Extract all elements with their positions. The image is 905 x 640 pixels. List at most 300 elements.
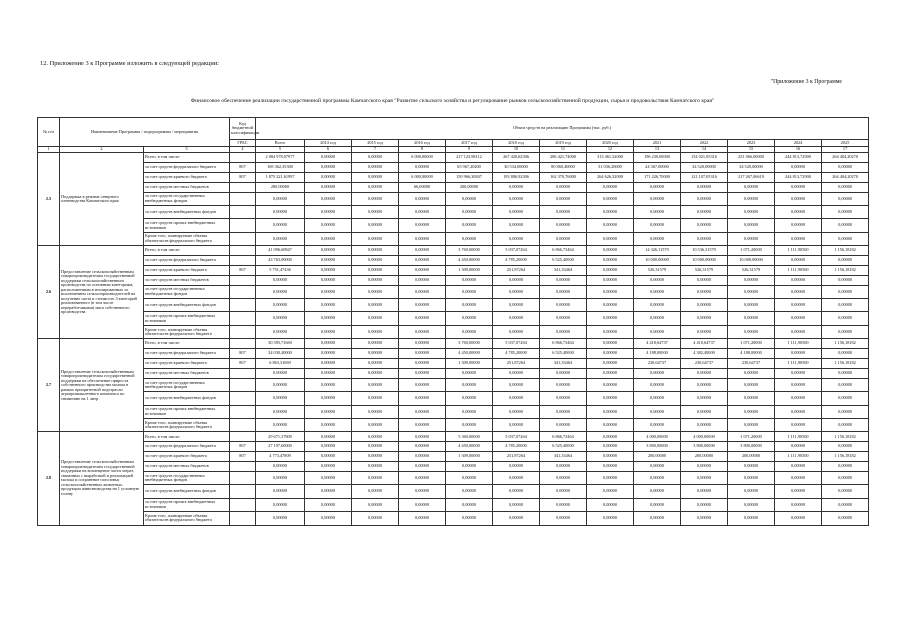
- grbs-code: [230, 285, 256, 298]
- total-amount-cell: 0,00000: [256, 299, 305, 312]
- funding-source-label: за счет средств местных бюджетов: [144, 368, 230, 378]
- total-amount-cell: 0,00000: [256, 512, 305, 525]
- header-column-number: 11: [540, 147, 587, 153]
- year-amount-cell: 0,00000: [446, 312, 493, 325]
- year-amount-cell: 4 785,20000: [493, 349, 540, 359]
- year-amount-cell: 5 037,07264: [493, 339, 540, 349]
- year-amount-cell: 171 226,70000: [634, 172, 681, 182]
- grbs-code: 807: [230, 442, 256, 452]
- year-amount-cell: 0,00000: [399, 359, 446, 369]
- funding-source-label: за счет средств государственных внебюджетных фондов: [144, 378, 230, 391]
- section-number: 2.5: [38, 153, 60, 246]
- grbs-code: [230, 192, 256, 205]
- total-amount-cell: 0,00000: [256, 462, 305, 472]
- year-amount-cell: 0,00000: [493, 405, 540, 418]
- year-amount-cell: 0,00000: [822, 299, 869, 312]
- year-amount-cell: 0,00000: [681, 418, 728, 431]
- year-amount-cell: 0,00000: [775, 349, 822, 359]
- year-amount-cell: 30 534,00000: [493, 162, 540, 172]
- year-amount-cell: 0,00000: [681, 285, 728, 298]
- year-amount-cell: 0,00000: [540, 378, 587, 391]
- year-amount-cell: 0,00000: [305, 285, 352, 298]
- funding-source-label: Кроме того, планируемые объемы обязательств федерального бюджета: [144, 232, 230, 245]
- year-amount-cell: 0,00000: [775, 442, 822, 452]
- year-amount-cell: 0,00000: [446, 512, 493, 525]
- year-amount-cell: 286 421,74000: [540, 153, 587, 163]
- year-amount-cell: 0,00000: [540, 462, 587, 472]
- year-amount-cell: 0,00000: [305, 512, 352, 525]
- total-amount-cell: 24 030,40000: [256, 349, 305, 359]
- grbs-code: [230, 378, 256, 391]
- year-amount-cell: 251,87264: [493, 265, 540, 275]
- year-amount-cell: 0,00000: [728, 205, 775, 218]
- table-row: [38, 275, 869, 285]
- total-amount-cell: 0,00000: [256, 192, 305, 205]
- year-amount-cell: 1 156,18182: [822, 246, 869, 256]
- year-amount-cell: 4 450,00000: [446, 349, 493, 359]
- header-year: 2025: [822, 140, 869, 147]
- year-amount-cell: 0,00000: [587, 312, 634, 325]
- year-amount-cell: 0,00000: [728, 182, 775, 192]
- year-amount-cell: 0,00000: [587, 339, 634, 349]
- year-amount-cell: 0,00000: [305, 275, 352, 285]
- year-amount-cell: 0,00000: [634, 378, 681, 391]
- header-column-number: 5: [256, 147, 305, 153]
- year-amount-cell: 6 000,00000: [399, 153, 446, 163]
- table-header: [38, 118, 869, 153]
- year-amount-cell: 0,00000: [775, 392, 822, 405]
- header-total: Всего: [256, 140, 305, 147]
- grbs-code: [230, 325, 256, 338]
- grbs-code: [230, 368, 256, 378]
- grbs-code: [230, 392, 256, 405]
- year-amount-cell: 1 111,90500: [775, 339, 822, 349]
- year-amount-cell: 4 450,00000: [446, 442, 493, 452]
- table-row: [38, 299, 869, 312]
- table-row: [38, 205, 869, 218]
- year-amount-cell: 0,00000: [587, 405, 634, 418]
- year-amount-cell: 0,00000: [352, 498, 399, 511]
- grbs-code: [230, 299, 256, 312]
- header-column-number: 1: [38, 147, 60, 153]
- year-amount-cell: 1 071,20000: [728, 339, 775, 349]
- year-amount-cell: 0,00000: [822, 182, 869, 192]
- year-amount-cell: 0,00000: [305, 392, 352, 405]
- year-amount-cell: 0,00000: [399, 205, 446, 218]
- grbs-code: [230, 462, 256, 472]
- year-amount-cell: 5 037,07264: [493, 246, 540, 256]
- year-amount-cell: 0,00000: [634, 498, 681, 511]
- year-amount-cell: 0,00000: [587, 418, 634, 431]
- year-amount-cell: 0,00000: [493, 192, 540, 205]
- year-amount-cell: 0,00000: [305, 265, 352, 275]
- year-amount-cell: 0,00000: [446, 462, 493, 472]
- year-amount-cell: 0,00000: [352, 285, 399, 298]
- year-amount-cell: 0,00000: [305, 442, 352, 452]
- year-amount-cell: 0,00000: [305, 471, 352, 484]
- header-column-number: 13: [634, 147, 681, 153]
- year-amount-cell: 0,00000: [822, 378, 869, 391]
- year-amount-cell: 0,00000: [634, 368, 681, 378]
- year-amount-cell: 0,00000: [587, 325, 634, 338]
- funding-source-label: за счет средств краевого бюджета: [144, 265, 230, 275]
- year-amount-cell: 0,00000: [540, 275, 587, 285]
- year-amount-cell: 0,00000: [493, 512, 540, 525]
- header-num: № п/п: [38, 118, 60, 147]
- funding-source-label: за счет средств государственных внебюджетных фондов: [144, 285, 230, 298]
- financing-table: [37, 117, 869, 526]
- table-row: [38, 232, 869, 245]
- year-amount-cell: 0,00000: [634, 275, 681, 285]
- year-amount-cell: 4 000,00000: [681, 432, 728, 442]
- year-amount-cell: 0,00000: [305, 192, 352, 205]
- year-amount-cell: 0,00000: [399, 405, 446, 418]
- year-amount-cell: 1 071,20000: [728, 432, 775, 442]
- year-amount-cell: 1 156,18182: [822, 432, 869, 442]
- year-amount-cell: 0,00000: [493, 368, 540, 378]
- year-amount-cell: 0,00000: [352, 325, 399, 338]
- year-amount-cell: 162 370,76000: [540, 172, 587, 182]
- total-amount-cell: 0,00000: [256, 325, 305, 338]
- year-amount-cell: 0,00000: [305, 325, 352, 338]
- year-amount-cell: 0,00000: [540, 182, 587, 192]
- year-amount-cell: 0,00000: [399, 256, 446, 266]
- year-amount-cell: 0,00000: [446, 418, 493, 431]
- table-row: [38, 498, 869, 511]
- total-amount-cell: 41 096,60847: [256, 246, 305, 256]
- year-amount-cell: 0,00000: [634, 392, 681, 405]
- year-amount-cell: 24 367,00000: [634, 162, 681, 172]
- year-amount-cell: 0,00000: [728, 512, 775, 525]
- funding-source-label: за счет средств внебюджетных фондов: [144, 485, 230, 498]
- grbs-code: [230, 182, 256, 192]
- funding-source-label: за счет средств внебюджетных фондов: [144, 205, 230, 218]
- funding-source-label: Кроме того, планируемые объемы обязательств федерального бюджета: [144, 512, 230, 525]
- year-amount-cell: 244 813,72900: [775, 172, 822, 182]
- year-amount-cell: 0,00000: [493, 471, 540, 484]
- year-amount-cell: 0,00000: [399, 452, 446, 462]
- table-row: [38, 392, 869, 405]
- year-amount-cell: 251,87264: [493, 452, 540, 462]
- year-amount-cell: 4 785,20000: [493, 442, 540, 452]
- total-amount-cell: 0,00000: [256, 471, 305, 484]
- year-amount-cell: 0,00000: [352, 349, 399, 359]
- year-amount-cell: 0,00000: [728, 232, 775, 245]
- header-year: 2024: [775, 140, 822, 147]
- year-amount-cell: 4 000,00000: [634, 432, 681, 442]
- year-amount-cell: 0,00000: [352, 485, 399, 498]
- year-amount-cell: 0,00000: [634, 219, 681, 232]
- year-amount-cell: 0,00000: [399, 299, 446, 312]
- table-row: [38, 368, 869, 378]
- header-column-number: 6: [305, 147, 352, 153]
- funding-source-label: за счет средств государственных внебюджетных фондов: [144, 471, 230, 484]
- funding-source-label: за счет средств местных бюджетов: [144, 275, 230, 285]
- year-amount-cell: 0,00000: [587, 285, 634, 298]
- header-year: 2021: [634, 140, 681, 147]
- year-amount-cell: 121 107,05316: [681, 172, 728, 182]
- total-amount-cell: 2 084 978,07977: [256, 153, 305, 163]
- year-amount-cell: 0,00000: [775, 512, 822, 525]
- year-amount-cell: 0,00000: [822, 312, 869, 325]
- year-amount-cell: 4 450,00000: [446, 256, 493, 266]
- funding-source-label: за счет средств федерального бюджета: [144, 162, 230, 172]
- amendment-heading: 12. Приложение 3 к Программе изложить в следующей редакции:: [40, 60, 220, 67]
- year-amount-cell: 0,00000: [352, 312, 399, 325]
- year-amount-cell: 0,00000: [587, 512, 634, 525]
- year-amount-cell: 10 000,00000: [634, 256, 681, 266]
- year-amount-cell: 0,00000: [634, 471, 681, 484]
- year-amount-cell: 0,00000: [587, 219, 634, 232]
- year-amount-cell: 0,00000: [681, 275, 728, 285]
- header-column-number: 7: [352, 147, 399, 153]
- table-row: [38, 246, 869, 256]
- table-row: [38, 182, 869, 192]
- table-row: [38, 162, 869, 172]
- year-amount-cell: 0,00000: [775, 256, 822, 266]
- funding-source-label: Всего, в том числе:: [144, 246, 230, 256]
- year-amount-cell: 0,00000: [540, 192, 587, 205]
- total-amount-cell: 43 763,00000: [256, 256, 305, 266]
- year-amount-cell: 0,00000: [305, 432, 352, 442]
- header-year: 2016 год: [399, 140, 446, 147]
- header-column-number: 12: [587, 147, 634, 153]
- grbs-code: 807: [230, 172, 256, 182]
- year-amount-cell: 0,00000: [681, 392, 728, 405]
- year-amount-cell: 1 111,90500: [775, 246, 822, 256]
- year-amount-cell: 0,00000: [728, 498, 775, 511]
- year-amount-cell: 0,00000: [352, 452, 399, 462]
- year-amount-cell: 0,00000: [775, 299, 822, 312]
- year-amount-cell: 0,00000: [493, 299, 540, 312]
- total-amount-cell: 280,00000: [256, 182, 305, 192]
- year-amount-cell: 0,00000: [775, 219, 822, 232]
- year-amount-cell: 0,00000: [775, 418, 822, 431]
- year-amount-cell: 0,00000: [399, 162, 446, 172]
- year-amount-cell: 267 420,62306: [493, 153, 540, 163]
- year-amount-cell: 0,00000: [493, 232, 540, 245]
- year-amount-cell: 0,00000: [399, 246, 446, 256]
- year-amount-cell: 0,00000: [493, 392, 540, 405]
- year-amount-cell: 80 860,40000: [540, 162, 587, 172]
- total-amount-cell: 0,00000: [256, 498, 305, 511]
- funding-source-label: за счет средств прочих внебюджетных источников: [144, 312, 230, 325]
- grbs-code: [230, 275, 256, 285]
- year-amount-cell: 0,00000: [446, 405, 493, 418]
- year-amount-cell: 0,00000: [822, 162, 869, 172]
- year-amount-cell: 0,00000: [540, 232, 587, 245]
- year-amount-cell: 51 036,20000: [587, 162, 634, 172]
- year-amount-cell: 6 866,73464: [540, 246, 587, 256]
- year-amount-cell: 0,00000: [352, 378, 399, 391]
- funding-source-label: Всего, в том числе:: [144, 432, 230, 442]
- year-amount-cell: 0,00000: [540, 485, 587, 498]
- table-row: [38, 219, 869, 232]
- year-amount-cell: 0,00000: [681, 325, 728, 338]
- table-row: [38, 432, 869, 442]
- total-amount-cell: 1 875 221,61997: [256, 172, 305, 182]
- year-amount-cell: 0,00000: [822, 418, 869, 431]
- year-amount-cell: 0,00000: [822, 405, 869, 418]
- year-amount-cell: 244 813,72900: [775, 153, 822, 163]
- year-amount-cell: 0,00000: [352, 172, 399, 182]
- header-column-number: 17: [822, 147, 869, 153]
- funding-source-label: за счет средств местных бюджетов: [144, 182, 230, 192]
- section-number: 2.8: [38, 432, 60, 525]
- year-amount-cell: 0,00000: [399, 265, 446, 275]
- year-amount-cell: 0,00000: [587, 192, 634, 205]
- year-amount-cell: 0,00000: [634, 312, 681, 325]
- year-amount-cell: 0,00000: [493, 462, 540, 472]
- table-row: [38, 153, 869, 163]
- year-amount-cell: 0,00000: [305, 359, 352, 369]
- year-amount-cell: 0,00000: [775, 192, 822, 205]
- year-amount-cell: 0,00000: [352, 153, 399, 163]
- funding-source-label: за счет средств федерального бюджета: [144, 442, 230, 452]
- year-amount-cell: 1 111,90500: [775, 452, 822, 462]
- year-amount-cell: 0,00000: [728, 275, 775, 285]
- year-amount-cell: 0,00000: [587, 256, 634, 266]
- year-amount-cell: 0,00000: [540, 312, 587, 325]
- table-row: [38, 471, 869, 484]
- table-row: [38, 462, 869, 472]
- year-amount-cell: 0,00000: [634, 512, 681, 525]
- year-amount-cell: 264 626,32000: [587, 172, 634, 182]
- table-row: [38, 349, 869, 359]
- year-amount-cell: 0,00000: [728, 368, 775, 378]
- funding-source-label: за счет средств местных бюджетов: [144, 462, 230, 472]
- year-amount-cell: 0,00000: [446, 378, 493, 391]
- year-amount-cell: 1 309,00000: [446, 452, 493, 462]
- header-code: Код бюджетной классификации: [230, 118, 256, 140]
- year-amount-cell: 0,00000: [352, 432, 399, 442]
- table-row: [38, 359, 869, 369]
- year-amount-cell: 0,00000: [305, 405, 352, 418]
- year-amount-cell: 217 123,98112: [446, 153, 493, 163]
- year-amount-cell: 0,00000: [634, 405, 681, 418]
- table-row: [38, 485, 869, 498]
- year-amount-cell: 0,00000: [681, 299, 728, 312]
- section-number: 2.7: [38, 339, 60, 432]
- year-amount-cell: 0,00000: [775, 312, 822, 325]
- year-amount-cell: 0,00000: [587, 498, 634, 511]
- year-amount-cell: 6 525,40000: [540, 256, 587, 266]
- appendix-label: "Приложение 3 к Программе: [770, 79, 842, 85]
- year-amount-cell: 0,00000: [446, 285, 493, 298]
- year-amount-cell: 0,00000: [305, 462, 352, 472]
- header-year: 2018 год: [493, 140, 540, 147]
- year-amount-cell: 0,00000: [399, 368, 446, 378]
- funding-source-label: за счет средств государственных внебюджетных фондов: [144, 192, 230, 205]
- year-amount-cell: 0,00000: [352, 299, 399, 312]
- year-amount-cell: 0,00000: [352, 246, 399, 256]
- total-amount-cell: 6 863,31669: [256, 359, 305, 369]
- year-amount-cell: 0,00000: [305, 205, 352, 218]
- year-amount-cell: 0,00000: [775, 405, 822, 418]
- year-amount-cell: 0,00000: [352, 232, 399, 245]
- year-amount-cell: 0,00000: [540, 205, 587, 218]
- year-amount-cell: 0,00000: [587, 462, 634, 472]
- total-amount-cell: 5 751,47436: [256, 265, 305, 275]
- year-amount-cell: 0,00000: [352, 192, 399, 205]
- year-amount-cell: 0,00000: [399, 512, 446, 525]
- year-amount-cell: 0,00000: [399, 232, 446, 245]
- year-amount-cell: 200,00000: [446, 182, 493, 192]
- funding-source-label: за счет средств федерального бюджета: [144, 349, 230, 359]
- year-amount-cell: 0,00000: [587, 299, 634, 312]
- year-amount-cell: 0,00000: [728, 325, 775, 338]
- year-amount-cell: 0,00000: [352, 471, 399, 484]
- year-amount-cell: 230,64737: [681, 359, 728, 369]
- year-amount-cell: 0,00000: [399, 462, 446, 472]
- year-amount-cell: 5 360,00000: [446, 432, 493, 442]
- year-amount-cell: 0,00000: [399, 378, 446, 391]
- table-row: [38, 265, 869, 275]
- year-amount-cell: 0,00000: [775, 368, 822, 378]
- year-amount-cell: 0,00000: [305, 172, 352, 182]
- grbs-code: 807: [230, 265, 256, 275]
- year-amount-cell: 0,00000: [493, 418, 540, 431]
- year-amount-cell: 0,00000: [775, 205, 822, 218]
- section-name: Поддержка в режиме северного оленеводства Камчатского края: [60, 153, 144, 246]
- year-amount-cell: 0,00000: [822, 275, 869, 285]
- year-amount-cell: 0,00000: [352, 265, 399, 275]
- year-amount-cell: 0,00000: [446, 485, 493, 498]
- year-amount-cell: 0,00000: [587, 182, 634, 192]
- year-amount-cell: 0,00000: [493, 219, 540, 232]
- year-amount-cell: 0,00000: [634, 205, 681, 218]
- year-amount-cell: 0,00000: [681, 462, 728, 472]
- year-amount-cell: 0,00000: [822, 462, 869, 472]
- year-amount-cell: 0,00000: [352, 359, 399, 369]
- year-amount-cell: 4 188,00000: [728, 349, 775, 359]
- table-title: Финансовое обеспечение реализации государственной программы Камчатского края "Развитие сельского хозяйства и регулирование рынков сельскохозяйственной продукции, сырья и продовольствия Камчатского края": [190, 98, 715, 104]
- year-amount-cell: 0,00000: [493, 312, 540, 325]
- funding-source-label: за счет средств внебюджетных фондов: [144, 299, 230, 312]
- year-amount-cell: 0,00000: [352, 462, 399, 472]
- grbs-code: 807: [230, 359, 256, 369]
- year-amount-cell: 0,00000: [446, 498, 493, 511]
- funding-source-label: Всего, в том числе:: [144, 153, 230, 163]
- funding-source-label: за счет средств прочих внебюджетных источников: [144, 498, 230, 511]
- year-amount-cell: 0,00000: [587, 368, 634, 378]
- year-amount-cell: 341,33464: [540, 359, 587, 369]
- header-year: 2022: [681, 140, 728, 147]
- header-column-number: 14: [681, 147, 728, 153]
- year-amount-cell: 0,00000: [775, 485, 822, 498]
- year-amount-cell: 0,00000: [399, 498, 446, 511]
- year-amount-cell: 0,00000: [822, 442, 869, 452]
- year-amount-cell: 0,00000: [587, 392, 634, 405]
- year-amount-cell: 0,00000: [587, 359, 634, 369]
- year-amount-cell: 0,00000: [728, 299, 775, 312]
- section-number: 2.6: [38, 246, 60, 339]
- header-column-number: 4: [230, 147, 256, 153]
- year-amount-cell: 526,31579: [634, 265, 681, 275]
- total-amount-cell: 0,00000: [256, 285, 305, 298]
- year-amount-cell: 0,00000: [775, 462, 822, 472]
- table-row: [38, 405, 869, 418]
- year-amount-cell: 0,00000: [775, 325, 822, 338]
- year-amount-cell: 0,00000: [822, 205, 869, 218]
- grbs-code: [230, 471, 256, 484]
- year-amount-cell: 0,00000: [540, 299, 587, 312]
- year-amount-cell: 150 966,30847: [446, 172, 493, 182]
- year-amount-cell: 0,00000: [352, 405, 399, 418]
- year-amount-cell: 0,00000: [446, 299, 493, 312]
- year-amount-cell: 0,00000: [305, 452, 352, 462]
- year-amount-cell: 0,00000: [634, 285, 681, 298]
